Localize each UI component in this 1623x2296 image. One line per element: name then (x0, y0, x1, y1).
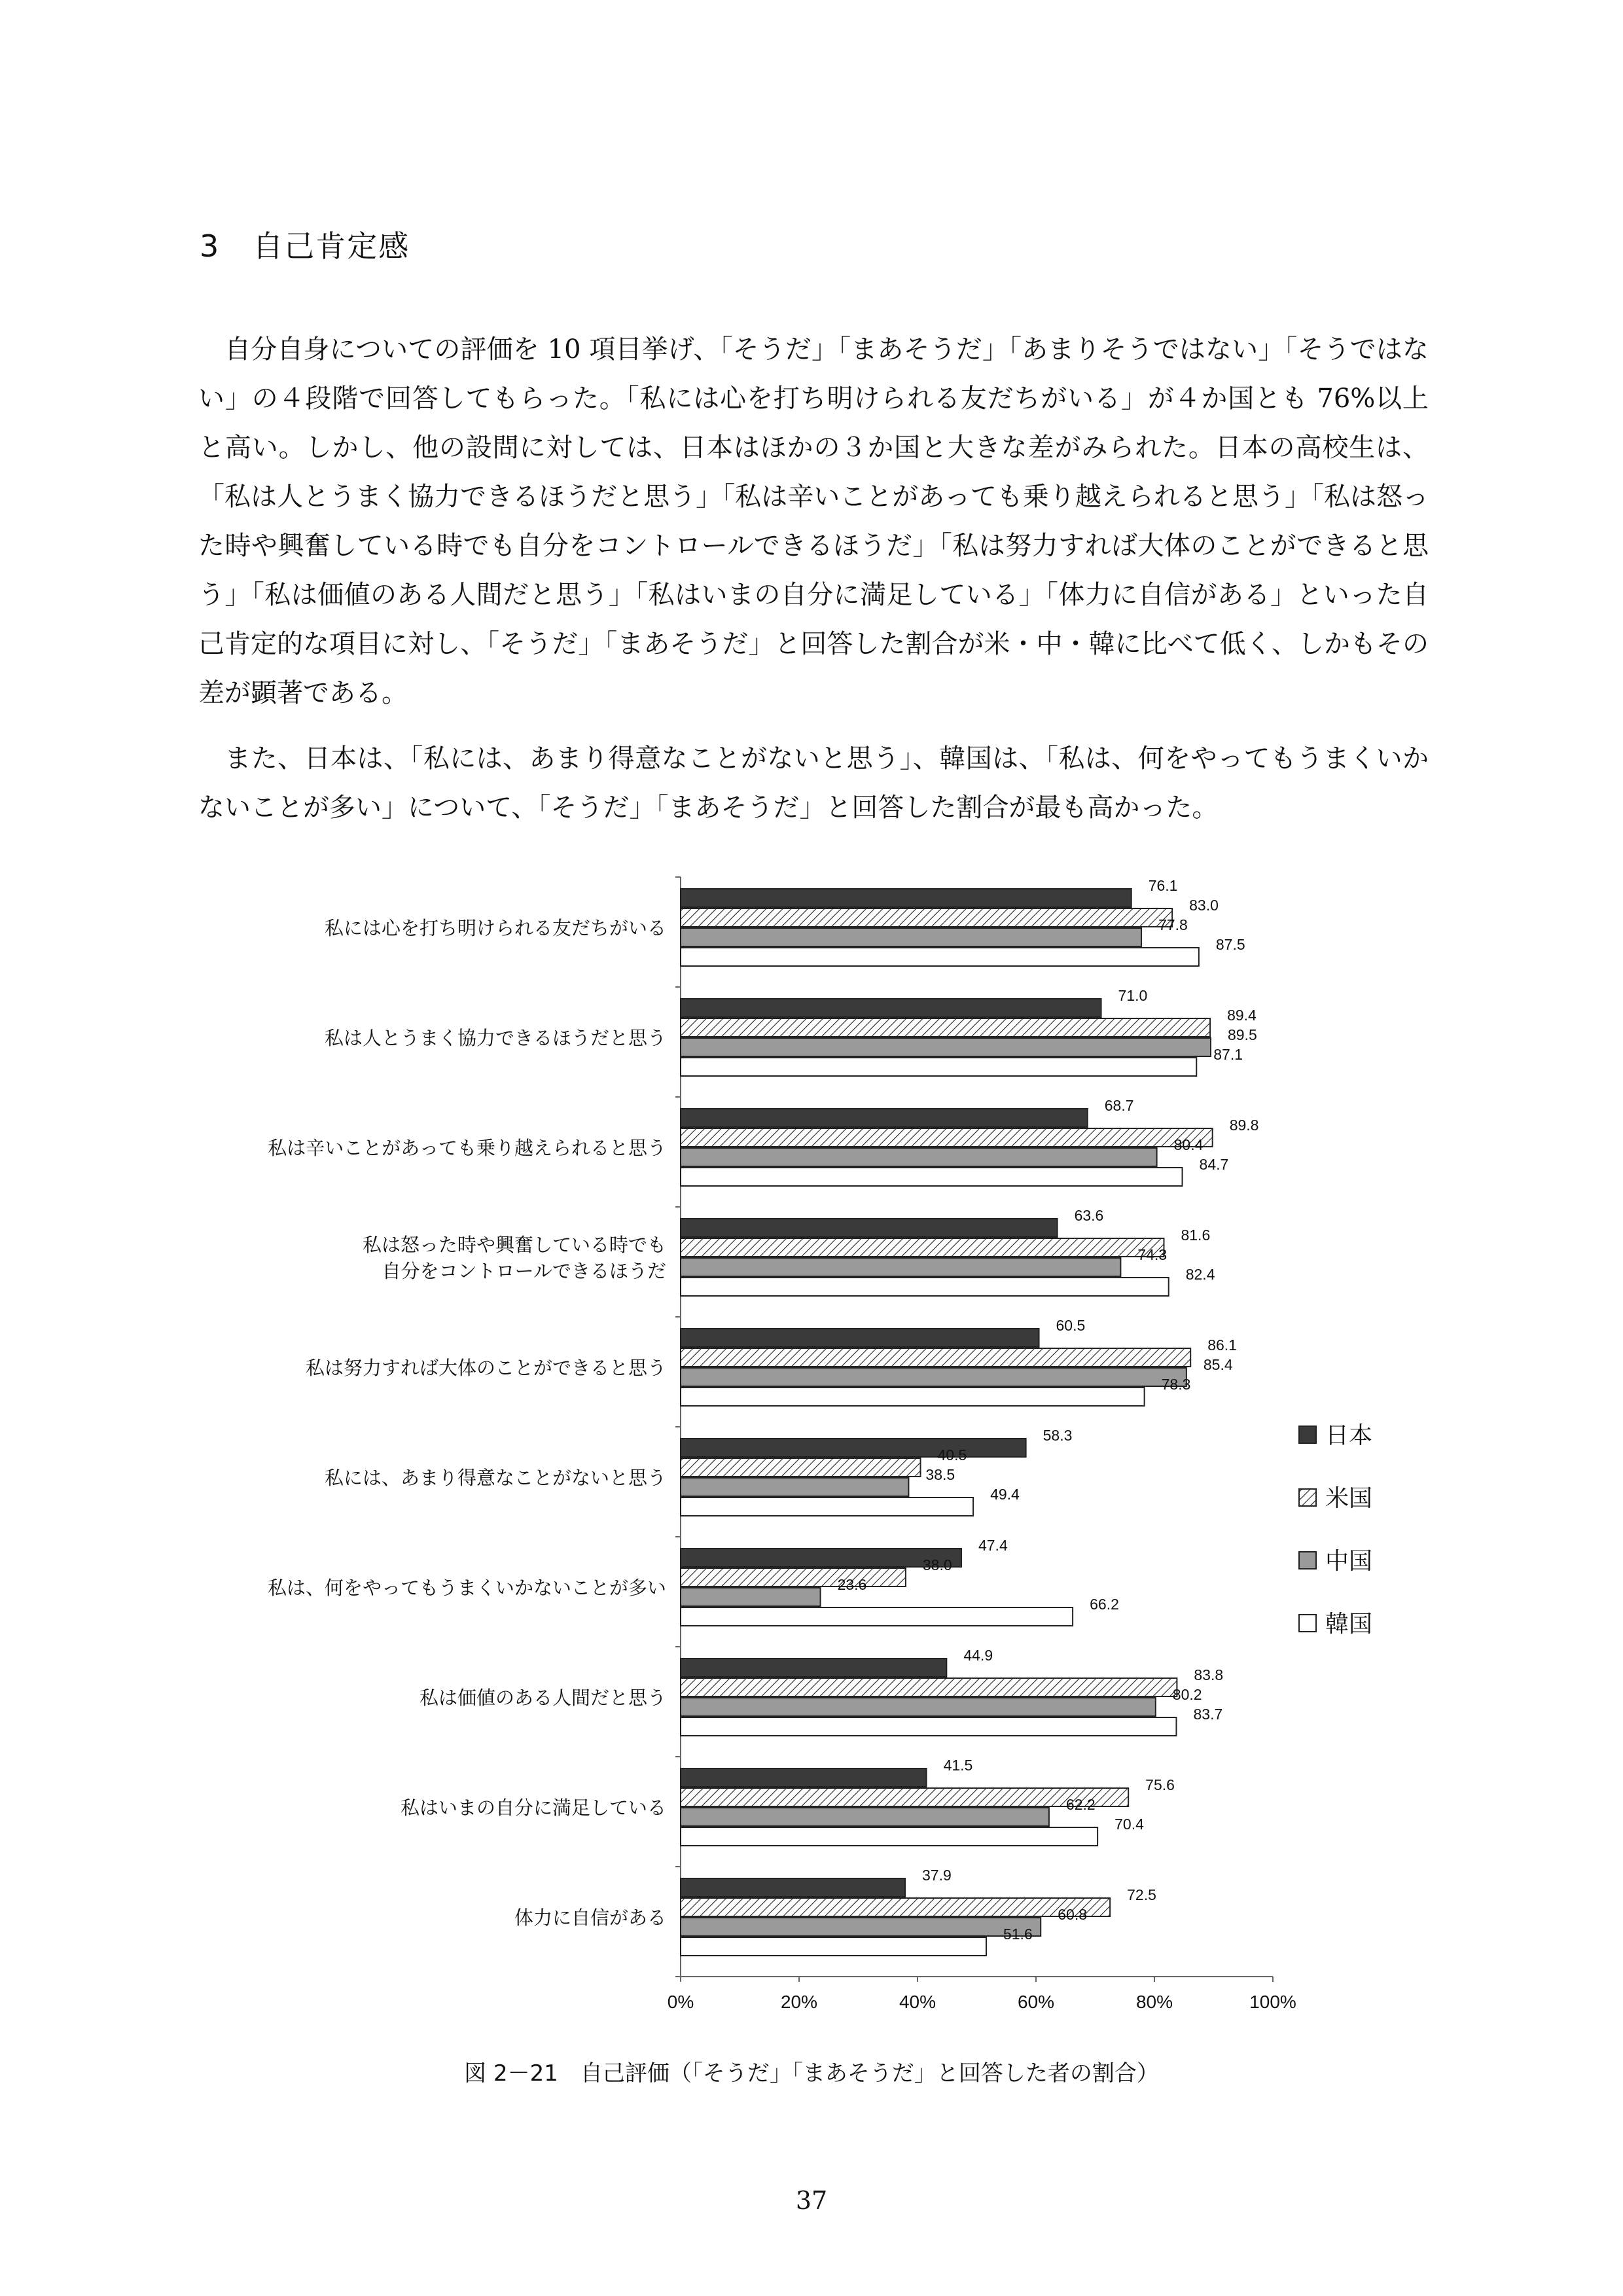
data-label: 62.2 (1065, 1796, 1096, 1813)
legend-label: 韓国 (1325, 1611, 1373, 1638)
data-label: 83.0 (1189, 897, 1219, 914)
bar (681, 1768, 927, 1787)
bar (681, 1898, 1110, 1916)
data-label: 89.8 (1229, 1117, 1259, 1134)
data-label: 87.5 (1215, 936, 1245, 953)
bar (681, 1918, 1041, 1936)
category-label: 私は価値のある人間だと思う (419, 1687, 666, 1709)
legend-swatch (1299, 1615, 1316, 1632)
x-tick-label: 20% (780, 1992, 818, 2012)
bar (681, 1878, 905, 1897)
data-label: 60.5 (1056, 1317, 1086, 1334)
data-label: 40.5 (937, 1446, 967, 1463)
bar (681, 1588, 821, 1606)
x-tick-label: 60% (1017, 1992, 1055, 2012)
bar (681, 928, 1141, 946)
data-label: 70.4 (1115, 1816, 1144, 1833)
body-paragraph-1: 自分自身についての評価を 10 項目挙げ、「そうだ」「まあそうだ」「あまりそうではない」「そうではない」の４段階で回答してもらった。「私には心を打ち明けられる友だちがいる」が４か国とも 76%以上と高い。しかし、他の設問に対しては、日本はほかの３か国と大きな差がみられた。日本の高校生は、「私は人とうまく協力できるほうだと思う」「私は辛いことがあっても乗り越えられると思う」「私は怒った時や興奮している時でも自分をコントロールできるほうだ」「私は努力すれば大体のことができると思う」「私は価値のある人間だと思う」「私はいまの自分に満足している」「体力に自信がある」といった自己肯定的な項目に対し、「そうだ」「まあそうだ」と回答した割合が米・中・韓に比べて低く、しかもその差が顕著である。 (198, 334, 1429, 708)
data-label: 71.0 (1118, 987, 1148, 1004)
bar (681, 1678, 1177, 1696)
data-label: 47.4 (978, 1537, 1008, 1554)
bar (681, 889, 1132, 907)
x-tick-label: 40% (899, 1992, 936, 2012)
bar (681, 1439, 1026, 1457)
legend-swatch (1299, 1426, 1316, 1443)
data-label: 38.5 (925, 1466, 955, 1483)
category-label: 私は辛いことがあっても乗り越えられると思う (268, 1137, 666, 1159)
bar (681, 1549, 961, 1567)
data-label: 77.8 (1158, 916, 1188, 933)
category-label: 自分をコントロールできるほうだ (382, 1260, 666, 1282)
bar (681, 1018, 1210, 1037)
bar (681, 1128, 1213, 1147)
section-number: 3 (200, 228, 221, 264)
bar (681, 1388, 1145, 1406)
bar (681, 1717, 1176, 1736)
data-label: 82.4 (1185, 1266, 1215, 1283)
data-label: 85.4 (1203, 1356, 1233, 1373)
data-label: 60.8 (1058, 1906, 1088, 1923)
bar (681, 999, 1101, 1017)
bar (681, 1348, 1190, 1367)
bar (681, 1478, 908, 1496)
bar (681, 1058, 1196, 1076)
self-evaluation-bar-chart (0, 864, 1623, 2042)
category-label: 私には心を打ち明けられる友だちがいる (324, 917, 666, 939)
data-label: 66.2 (1090, 1596, 1119, 1613)
data-label: 89.4 (1227, 1007, 1257, 1024)
bar (681, 1498, 973, 1516)
bar (681, 1219, 1058, 1237)
body-paragraph-2: また、日本は、「私には、あまり得意なことがないと思う」、韓国は、「私は、何をやってもうまくいかないことが多い」について、「そうだ」「まあそうだ」と回答した割合が最も高かった。 (198, 744, 1429, 823)
bar (681, 908, 1172, 927)
data-label: 76.1 (1148, 877, 1178, 894)
data-label: 23.6 (837, 1576, 867, 1593)
data-label: 72.5 (1127, 1886, 1156, 1903)
category-label: 私は怒った時や興奮している時でも (362, 1234, 666, 1256)
category-label: 私には、あまり得意なことがないと思う (324, 1467, 666, 1489)
section-title: 自己肯定感 (253, 228, 410, 264)
data-label: 83.8 (1194, 1666, 1224, 1683)
x-tick-label: 100% (1249, 1992, 1296, 2012)
data-label: 63.6 (1074, 1207, 1104, 1224)
data-label: 49.4 (990, 1486, 1020, 1503)
data-label: 41.5 (943, 1757, 973, 1774)
legend-label: 中国 (1325, 1548, 1373, 1575)
legend-swatch (1299, 1489, 1316, 1506)
bar (681, 1329, 1039, 1347)
bar (681, 1827, 1097, 1846)
data-label: 51.6 (1003, 1926, 1033, 1943)
figure-caption: 図 2－21 自己評価（「そうだ」「まあそうだ」と回答した者の割合） (464, 2060, 1159, 2087)
bar (681, 1788, 1128, 1806)
section-heading (200, 223, 410, 266)
legend-swatch (1299, 1552, 1316, 1569)
bar (681, 1258, 1120, 1276)
legend-label: 米国 (1325, 1485, 1373, 1512)
category-label: 私は努力すれば大体のことができると思う (305, 1357, 666, 1379)
data-label: 89.5 (1227, 1026, 1257, 1043)
data-label: 78.3 (1161, 1376, 1191, 1393)
bar (681, 1109, 1088, 1127)
data-label: 87.1 (1213, 1046, 1243, 1063)
data-label: 44.9 (963, 1647, 993, 1664)
bar (681, 1937, 986, 1956)
data-label: 38.0 (922, 1556, 952, 1573)
data-label: 80.4 (1173, 1136, 1204, 1153)
data-label: 81.6 (1181, 1227, 1211, 1244)
bar (681, 1607, 1073, 1626)
page-number: 37 (795, 2186, 828, 2215)
category-label: 体力に自信がある (514, 1907, 666, 1929)
bar (681, 1148, 1157, 1166)
data-label: 83.7 (1193, 1706, 1223, 1723)
bar (681, 948, 1199, 966)
x-tick-label: 0% (667, 1992, 694, 2012)
category-label: 私は人とうまく協力できるほうだと思う (324, 1027, 666, 1049)
bar (681, 1038, 1211, 1056)
bar (681, 1168, 1183, 1186)
category-label: 私は、何をやってもうまくいかないことが多い (267, 1577, 666, 1599)
bar (681, 1368, 1186, 1386)
bar (681, 1808, 1049, 1826)
data-label: 80.2 (1172, 1686, 1202, 1703)
bar (681, 1698, 1156, 1716)
bar (681, 1659, 946, 1677)
x-tick-label: 80% (1135, 1992, 1173, 2012)
data-label: 74.3 (1137, 1246, 1168, 1263)
data-label: 37.9 (921, 1867, 952, 1884)
data-label: 58.3 (1043, 1427, 1073, 1444)
category-label: 私はいまの自分に満足している (400, 1797, 666, 1819)
bar (681, 1568, 906, 1587)
data-label: 84.7 (1199, 1156, 1229, 1173)
bar (681, 1458, 921, 1477)
bar (681, 1278, 1169, 1296)
data-label: 86.1 (1207, 1336, 1237, 1354)
data-label: 75.6 (1145, 1776, 1175, 1793)
data-label: 68.7 (1104, 1097, 1134, 1114)
legend-label: 日本 (1325, 1422, 1373, 1449)
bar (681, 1238, 1164, 1257)
